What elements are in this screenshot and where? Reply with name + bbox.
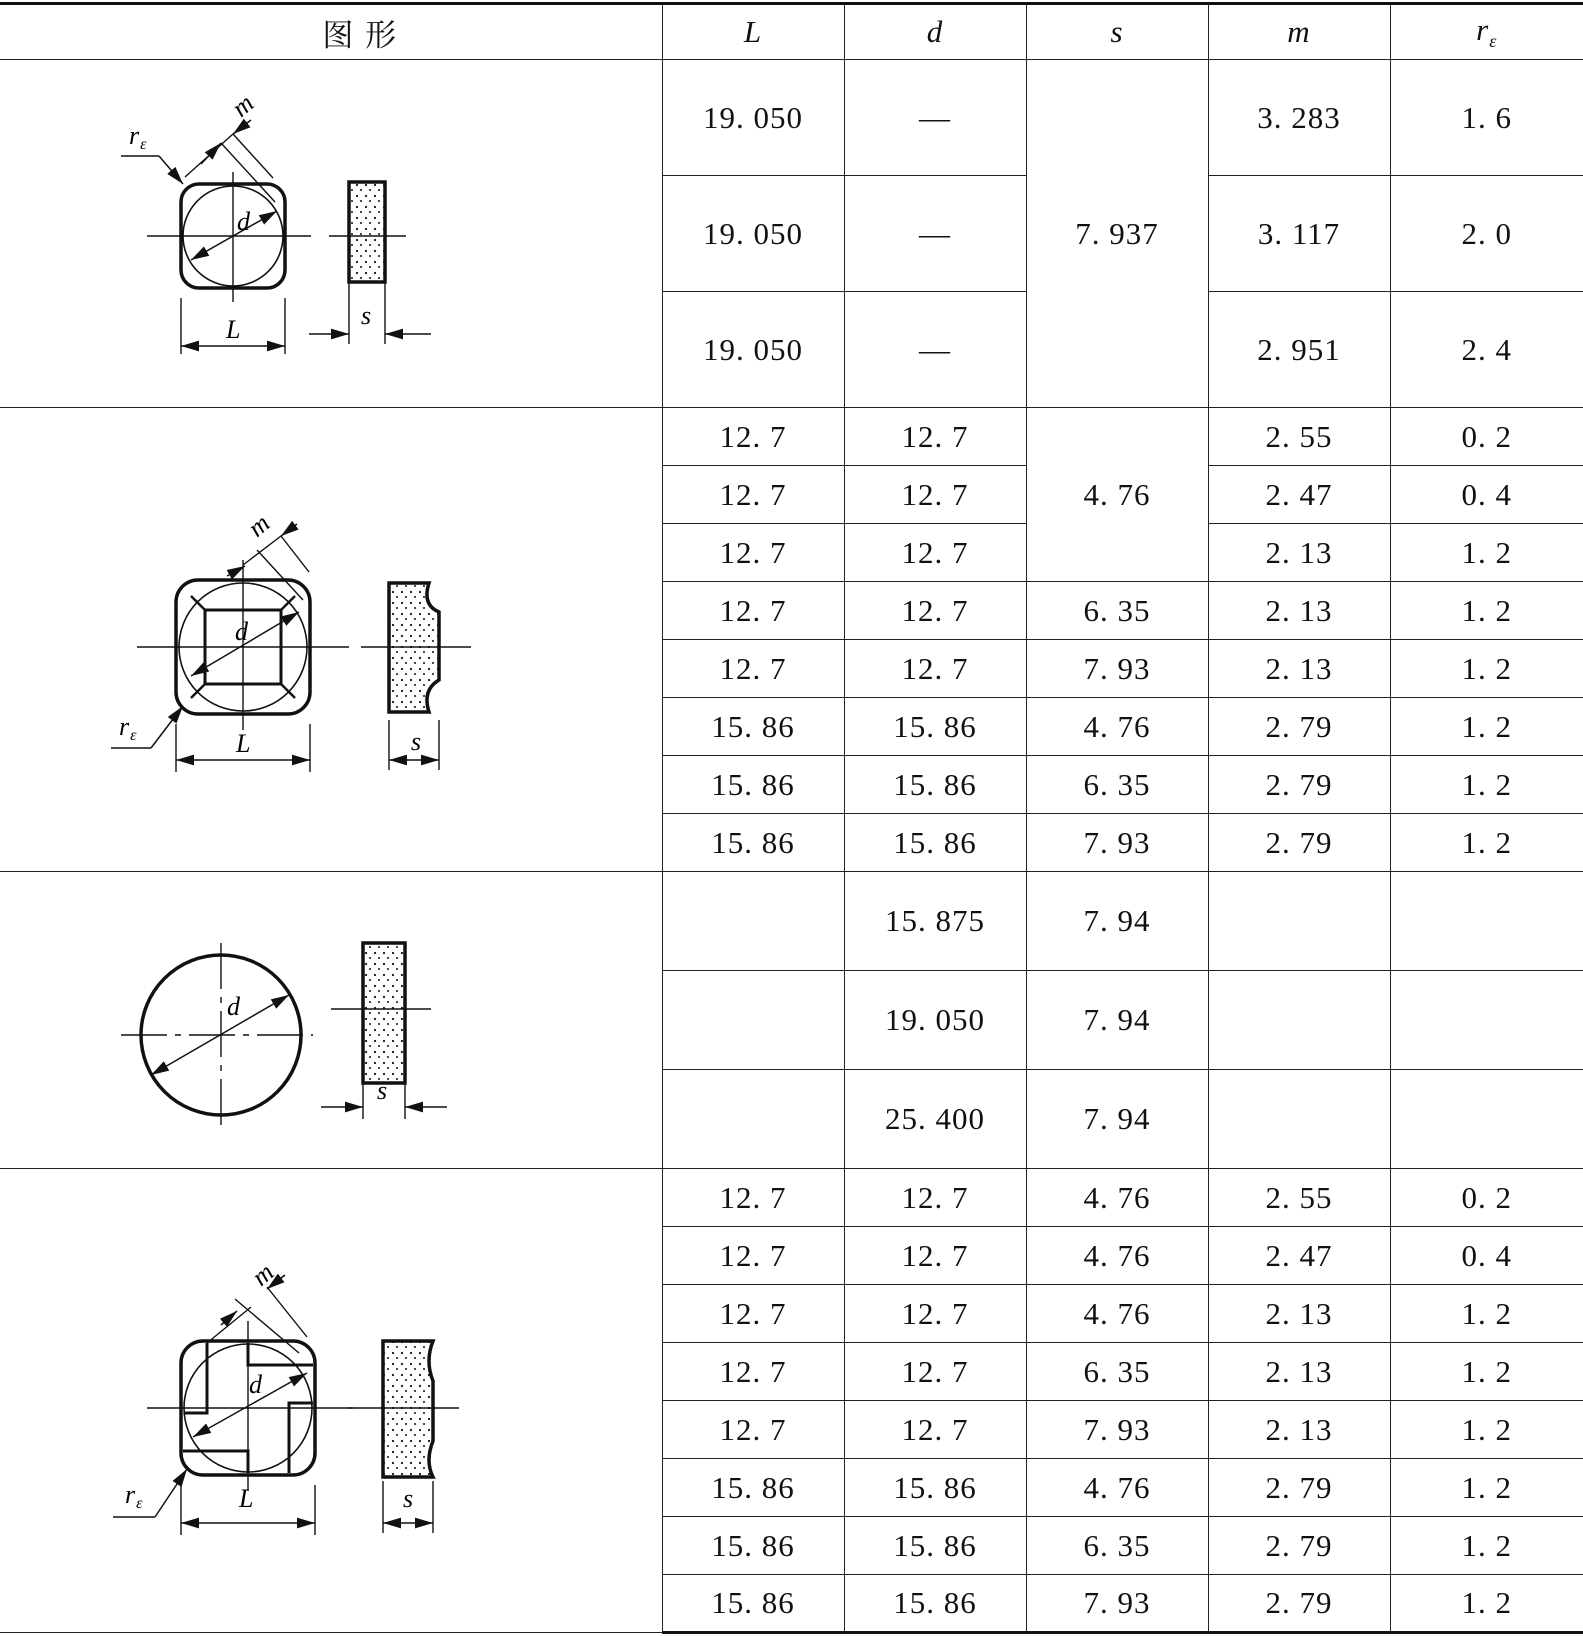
label-L: L — [225, 314, 242, 344]
cell-L — [662, 971, 844, 1070]
cell-m: 2. 13 — [1208, 640, 1390, 698]
cell-L: 15. 86 — [662, 1575, 844, 1633]
cell-d: 15. 86 — [844, 1575, 1026, 1633]
cell-L: 12. 7 — [662, 466, 844, 524]
cell-L: 12. 7 — [662, 1227, 844, 1285]
cell-m: 2. 79 — [1208, 814, 1390, 872]
header-r-main: r — [1476, 11, 1490, 47]
cell-s: 7. 93 — [1026, 814, 1208, 872]
header-r — [1390, 4, 1583, 60]
header-d: d — [844, 4, 1026, 60]
cell-s: 6. 35 — [1026, 756, 1208, 814]
cell-s: 4. 76 — [1026, 1285, 1208, 1343]
label-s: s — [360, 300, 372, 330]
cell-s: 7. 94 — [1026, 872, 1208, 971]
cell-m — [1208, 872, 1390, 971]
label-L: L — [238, 1483, 255, 1513]
label-m: m — [241, 507, 276, 543]
cell-L: 12. 7 — [662, 582, 844, 640]
cell-d: 12. 7 — [844, 466, 1026, 524]
cell-L: 12. 7 — [662, 1401, 844, 1459]
cell-L: 15. 86 — [662, 698, 844, 756]
header-s: s — [1026, 4, 1208, 60]
cell-r: 1. 2 — [1390, 1343, 1583, 1401]
cell-s: 6. 35 — [1026, 582, 1208, 640]
cell-L: 19. 050 — [662, 60, 844, 176]
cell-s: 4. 76 — [1026, 1459, 1208, 1517]
label-d: d — [226, 992, 241, 1021]
label-L: L — [235, 728, 252, 758]
cell-L: 12. 7 — [662, 1285, 844, 1343]
cell-L: 12. 7 — [662, 524, 844, 582]
label-r — [125, 1480, 143, 1512]
cell-d: — — [844, 60, 1026, 176]
cell-d: 12. 7 — [844, 408, 1026, 466]
cell-m: 2. 55 — [1208, 1169, 1390, 1227]
cell-m: 3. 283 — [1208, 60, 1390, 176]
cell-s-merged: 4. 76 — [1026, 408, 1208, 582]
cell-r: 1. 2 — [1390, 1459, 1583, 1517]
cell-L: 12. 7 — [662, 1343, 844, 1401]
cell-d: — — [844, 292, 1026, 408]
cell-m: 2. 951 — [1208, 292, 1390, 408]
cell-r: 1. 2 — [1390, 582, 1583, 640]
cell-r: 1. 2 — [1390, 524, 1583, 582]
cell-s-merged: 7. 937 — [1026, 60, 1208, 408]
cell-s: 4. 76 — [1026, 698, 1208, 756]
cell-r — [1390, 872, 1583, 971]
label-m: m — [245, 1256, 280, 1292]
cell-m: 2. 13 — [1208, 1401, 1390, 1459]
table-row — [0, 1169, 1583, 1227]
cell-r: 1. 2 — [1390, 640, 1583, 698]
cell-m: 2. 13 — [1208, 1343, 1390, 1401]
cell-r: 1. 2 — [1390, 1517, 1583, 1575]
cell-m — [1208, 971, 1390, 1070]
square-notched-diagram — [121, 1241, 541, 1561]
cell-r — [1390, 1070, 1583, 1169]
cell-r: 1. 2 — [1390, 1401, 1583, 1459]
cell-d: — — [844, 176, 1026, 292]
cell-m: 2. 47 — [1208, 1227, 1390, 1285]
label-d: d — [234, 616, 249, 646]
square-insert-diagram — [121, 84, 541, 384]
cell-m: 2. 79 — [1208, 1459, 1390, 1517]
table-row — [0, 408, 1583, 466]
cell-L: 15. 86 — [662, 1459, 844, 1517]
cell-d: 15. 86 — [844, 756, 1026, 814]
cell-d: 15. 86 — [844, 1517, 1026, 1575]
cell-r: 0. 2 — [1390, 1169, 1583, 1227]
label-s: s — [376, 1076, 388, 1105]
cell-d: 19. 050 — [844, 971, 1026, 1070]
cell-L — [662, 1070, 844, 1169]
cell-m: 2. 13 — [1208, 1285, 1390, 1343]
cell-d: 15. 86 — [844, 1459, 1026, 1517]
label-s: s — [402, 1483, 414, 1513]
cell-s: 6. 35 — [1026, 1343, 1208, 1401]
cell-d: 12. 7 — [844, 1227, 1026, 1285]
cell-d: 12. 7 — [844, 640, 1026, 698]
cell-L: 12. 7 — [662, 408, 844, 466]
header-row — [0, 4, 1583, 60]
cell-r: 1. 2 — [1390, 814, 1583, 872]
label-d: d — [248, 1369, 263, 1399]
cell-r: 1. 2 — [1390, 698, 1583, 756]
label-r-sub: ε — [135, 1494, 144, 1512]
cell-s: 7. 93 — [1026, 1575, 1208, 1633]
cell-d: 15. 86 — [844, 814, 1026, 872]
label-s: s — [410, 726, 422, 756]
label-d: d — [236, 206, 251, 236]
cell-r: 0. 4 — [1390, 466, 1583, 524]
cell-L: 15. 86 — [662, 1517, 844, 1575]
cell-r: 0. 4 — [1390, 1227, 1583, 1285]
cell-m: 2. 79 — [1208, 698, 1390, 756]
cell-r: 2. 4 — [1390, 292, 1583, 408]
cell-s: 7. 93 — [1026, 1401, 1208, 1459]
cell-L: 12. 7 — [662, 1169, 844, 1227]
cell-s: 7. 93 — [1026, 640, 1208, 698]
cell-L — [662, 872, 844, 971]
round-insert-diagram — [121, 885, 541, 1155]
cell-d: 15. 86 — [844, 698, 1026, 756]
label-r — [129, 121, 147, 153]
cell-m: 2. 47 — [1208, 466, 1390, 524]
cell-s: 4. 76 — [1026, 1227, 1208, 1285]
label-r-main: r — [118, 711, 130, 741]
cell-m: 2. 55 — [1208, 408, 1390, 466]
cell-s: 6. 35 — [1026, 1517, 1208, 1575]
cell-r: 2. 0 — [1390, 176, 1583, 292]
cell-m: 2. 13 — [1208, 582, 1390, 640]
cell-d: 12. 7 — [844, 1401, 1026, 1459]
cell-d: 12. 7 — [844, 582, 1026, 640]
cell-s: 4. 76 — [1026, 1169, 1208, 1227]
cell-L: 12. 7 — [662, 640, 844, 698]
cell-L: 19. 050 — [662, 292, 844, 408]
cell-L: 15. 86 — [662, 814, 844, 872]
table-row — [0, 60, 1583, 176]
label-r-main: r — [124, 1479, 136, 1509]
cell-L: 15. 86 — [662, 756, 844, 814]
cell-s: 7. 94 — [1026, 1070, 1208, 1169]
cell-r — [1390, 971, 1583, 1070]
cell-m — [1208, 1070, 1390, 1169]
cell-r: 1. 2 — [1390, 1575, 1583, 1633]
label-r-sub: ε — [139, 135, 148, 153]
figure-square-insert-chipbreaker — [0, 408, 662, 872]
figure-round-insert — [0, 872, 662, 1169]
cell-d: 12. 7 — [844, 1285, 1026, 1343]
cell-d: 12. 7 — [844, 1169, 1026, 1227]
label-r-main: r — [128, 120, 140, 150]
header-m: m — [1208, 4, 1390, 60]
cell-m: 3. 117 — [1208, 176, 1390, 292]
header-r-sub: ε — [1489, 31, 1498, 52]
cell-s: 7. 94 — [1026, 971, 1208, 1070]
square-chipbreaker-diagram — [118, 480, 541, 800]
cell-m: 2. 13 — [1208, 524, 1390, 582]
figure-square-insert-plain — [0, 60, 662, 408]
cell-d: 12. 7 — [844, 1343, 1026, 1401]
label-r-sub: ε — [129, 726, 138, 744]
cell-m: 2. 79 — [1208, 756, 1390, 814]
figure-square-insert-notched — [0, 1169, 662, 1633]
cell-m: 2. 79 — [1208, 1517, 1390, 1575]
cell-d: 12. 7 — [844, 524, 1026, 582]
cell-r: 1. 2 — [1390, 1285, 1583, 1343]
cell-d: 15. 875 — [844, 872, 1026, 971]
cell-r: 0. 2 — [1390, 408, 1583, 466]
cell-m: 2. 79 — [1208, 1575, 1390, 1633]
cell-r: 1. 6 — [1390, 60, 1583, 176]
insert-spec-table — [0, 2, 1583, 1634]
table-row — [0, 872, 1583, 971]
cell-r: 1. 2 — [1390, 756, 1583, 814]
cell-L: 19. 050 — [662, 176, 844, 292]
label-r — [119, 712, 137, 744]
label-m: m — [225, 87, 260, 123]
cell-d: 25. 400 — [844, 1070, 1026, 1169]
header-L: L — [662, 4, 844, 60]
header-figure: 图 形 — [0, 4, 662, 60]
